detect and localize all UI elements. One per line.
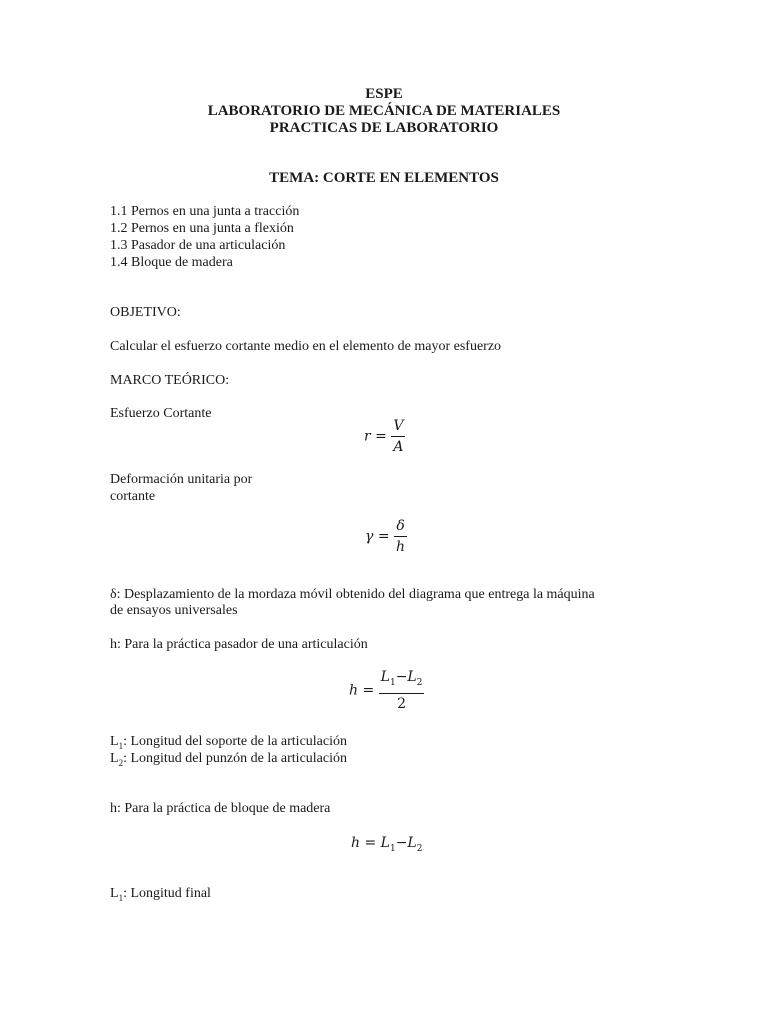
formula-lhs: r = <box>364 428 387 445</box>
l1-final-definition: $L_1$: Longitud final <box>110 886 211 903</box>
formula-shear-stress <box>364 418 405 455</box>
fraction-denominator: 2 <box>397 695 407 712</box>
fraction-numerator: δ <box>396 518 405 534</box>
formula-h-pasador <box>349 669 424 712</box>
fraction-numerator: V <box>393 418 404 434</box>
header-practices-title: PRACTICAS DE LABORATORIO <box>269 120 499 136</box>
fraction-bar <box>391 436 405 437</box>
list-item: 1.1 Pernos en una junta a tracción <box>110 204 300 219</box>
deformacion-label: Deformación unitaria por <box>110 472 253 487</box>
delta-definition: δ: Desplazamiento de la mordaza móvil obtenido del diagrama que entrega la máquina <box>110 587 595 602</box>
formula-shear-strain <box>365 518 407 555</box>
objetivo-text: Calcular el esfuerzo cortante medio en el elemento de mayor esfuerzo <box>110 339 502 354</box>
delta-definition-cont: de ensayos universales <box>110 603 238 618</box>
fraction <box>394 518 407 555</box>
header-institution: ESPE <box>365 86 403 102</box>
esfuerzo-label: Esfuerzo Cortante <box>110 406 212 421</box>
fraction <box>379 669 425 712</box>
h-pasador-text: h: Para la práctica pasador de una articulación <box>110 637 368 652</box>
fraction <box>391 418 405 455</box>
list-item: 1.3 Pasador de una articulación <box>110 238 286 253</box>
list-item: 1.2 Pernos en una junta a flexión <box>110 221 294 236</box>
formula-lhs: h = <box>349 682 375 699</box>
deformacion-label-cont: cortante <box>110 489 156 504</box>
objetivo-heading: OBJETIVO: <box>110 305 181 320</box>
header-lab-title: LABORATORIO DE MECÁNICA DE MATERIALES <box>207 103 561 119</box>
l2-punzon-definition: $L_2$: Longitud del punzón de la articulación <box>110 751 347 768</box>
formula-lhs: γ = <box>365 528 390 545</box>
marco-heading: MARCO TEÓRICO: <box>110 373 230 388</box>
fraction-bar <box>379 693 425 694</box>
tema-title: TEMA: CORTE EN ELEMENTOS <box>269 170 499 186</box>
h-madera-text: h: Para la práctica de bloque de madera <box>110 801 331 816</box>
l1-soporte-definition: $L_1$: Longitud del soporte de la articulación <box>110 734 347 751</box>
formula-h-madera: $h = L_1-L_2$ <box>351 835 423 854</box>
fraction-denominator: A <box>393 439 404 455</box>
fraction-bar <box>394 536 407 537</box>
fraction-denominator: h <box>396 539 406 555</box>
fraction-numerator: $L_1-L_2$ <box>380 669 423 688</box>
list-item: 1.4 Bloque de madera <box>110 255 233 270</box>
